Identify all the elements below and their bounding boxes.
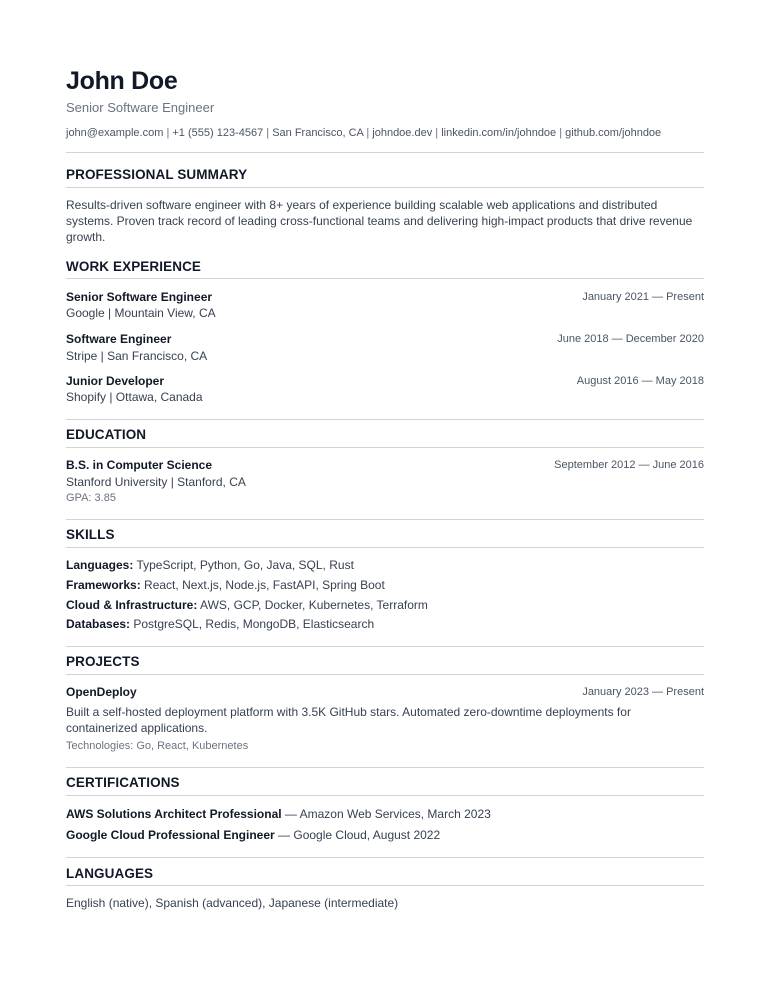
skill-label: Frameworks: [66, 578, 141, 592]
certifications-heading: CERTIFICATIONS [66, 775, 180, 790]
skill-row [66, 616, 374, 632]
skill-value: React, Next.js, Node.js, FastAPI, Spring Boot [144, 578, 385, 592]
skill-label: Languages: [66, 558, 134, 572]
contact-email[interactable]: john@example.com [66, 127, 164, 139]
languages-text: English (native), Spanish (advanced), Japanese (intermediate) [66, 896, 399, 910]
education-heading: EDUCATION [66, 427, 147, 442]
certification-item [66, 827, 440, 843]
project-technologies: Technologies: Go, React, Kubernetes [66, 740, 249, 752]
section-divider [66, 674, 704, 675]
spacer [66, 250, 704, 251]
project-name: OpenDeploy [66, 685, 137, 699]
job-title: Software Engineer [66, 332, 172, 346]
skill-value: PostgreSQL, Redis, MongoDB, Elasticsearch [133, 617, 375, 631]
contact-separator: | [366, 127, 370, 139]
education-dates: September 2012 — June 2016 [554, 459, 704, 471]
contact-separator: | [559, 127, 563, 139]
job-title: Senior Software Engineer [66, 290, 213, 304]
skill-value: AWS, GCP, Docker, Kubernetes, Terraform [200, 598, 428, 612]
contact-linkedin[interactable]: linkedin.com/in/johndoe [441, 127, 557, 139]
skill-label: Cloud & Infrastructure: [66, 598, 198, 612]
contact-line [66, 126, 661, 140]
education-school: Stanford University | Stanford, CA [66, 475, 246, 489]
experience-heading: WORK EXPERIENCE [66, 259, 202, 274]
languages-heading: LANGUAGES [66, 866, 154, 881]
job-dates: June 2018 — December 2020 [557, 333, 704, 345]
certification-name: AWS Solutions Architect Professional [66, 807, 282, 821]
education-degree: B.S. in Computer Science [66, 458, 213, 472]
section-divider [66, 187, 704, 188]
contact-separator: | [435, 127, 439, 139]
candidate-role: Senior Software Engineer [66, 100, 215, 115]
job-dates: January 2021 — Present [582, 291, 704, 303]
skill-row [66, 557, 354, 573]
candidate-name: John Doe [66, 67, 178, 95]
section-divider [66, 767, 704, 768]
certification-item [66, 806, 491, 822]
section-divider [66, 885, 704, 886]
projects-heading: PROJECTS [66, 654, 140, 669]
summary-heading: PROFESSIONAL SUMMARY [66, 167, 248, 182]
section-divider [66, 646, 704, 647]
section-divider [66, 419, 704, 420]
section-divider [66, 547, 704, 548]
contact-phone[interactable]: +1 (555) 123-4567 [172, 127, 264, 139]
education-gpa: GPA: 3.85 [66, 492, 116, 504]
contact-separator: | [166, 127, 170, 139]
skill-value: TypeScript, Python, Go, Java, SQL, Rust [136, 558, 354, 572]
section-divider [66, 519, 704, 520]
skill-row [66, 597, 428, 613]
certification-name: Google Cloud Professional Engineer [66, 828, 275, 842]
job-title: Junior Developer [66, 374, 165, 388]
job-company: Shopify | Ottawa, Canada [66, 390, 203, 404]
section-divider [66, 857, 704, 858]
section-divider [66, 278, 704, 279]
project-description: Built a self-hosted deployment platform with 3.5K GitHub stars. Automated zero-downtime deployments for containerized applications. [66, 705, 631, 735]
certification-issuer: — Amazon Web Services, March 2023 [281, 807, 491, 821]
skill-label: Databases: [66, 617, 131, 631]
job-company: Stripe | San Francisco, CA [66, 349, 208, 363]
job-dates: August 2016 — May 2018 [576, 375, 704, 387]
section-divider [66, 795, 704, 796]
contact-website[interactable]: johndoe.dev [372, 127, 433, 139]
job-company: Google | Mountain View, CA [66, 306, 216, 320]
contact-location: San Francisco, CA [272, 127, 364, 139]
contact-separator: | [266, 127, 270, 139]
contact-github[interactable]: github.com/johndoe [565, 127, 662, 139]
project-dates: January 2023 — Present [582, 686, 704, 698]
section-divider [66, 447, 704, 448]
certification-issuer: — Google Cloud, August 2022 [274, 828, 441, 842]
skill-row [66, 577, 385, 593]
skills-heading: SKILLS [66, 527, 115, 542]
header-divider [66, 152, 704, 153]
summary-text: Results-driven software engineer with 8+ years of experience building scalable web applications and distributed systems. Proven track record of leading cross-functional teams and delivering high-impact products that drive revenue growth. [66, 198, 693, 244]
